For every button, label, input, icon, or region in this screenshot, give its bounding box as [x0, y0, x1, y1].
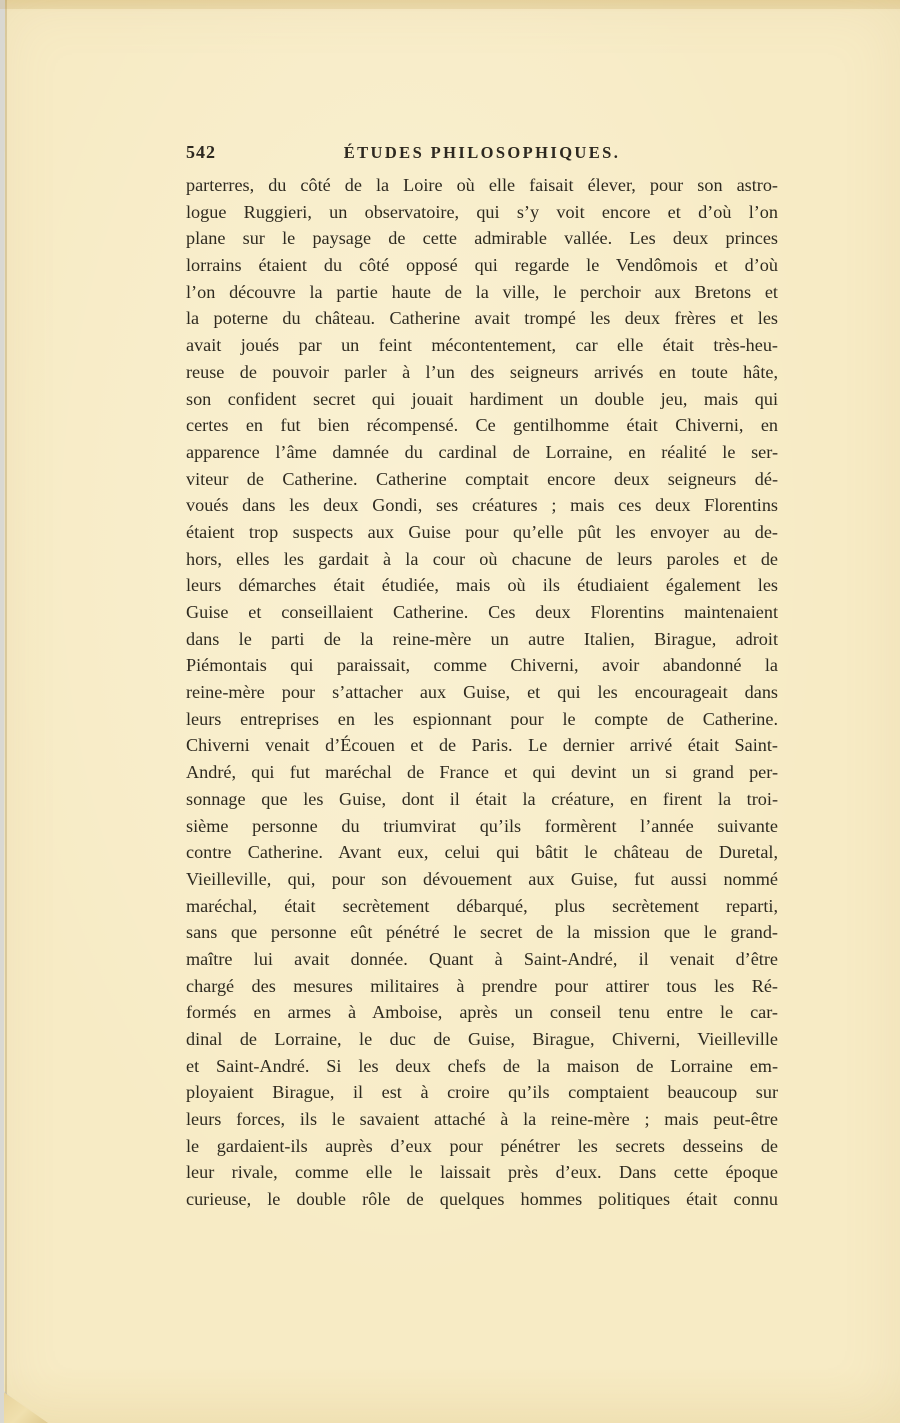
text-line: maréchal, était secrètement débarqué, plus secrètement reparti, [186, 895, 778, 916]
text-line: contre Catherine. Avant eux, celui qui bâtit le château de Duretal, [186, 842, 778, 863]
text-line: sans que personne eût pénétré le secret de la mission que le grand- [186, 922, 778, 943]
text-line: apparence l’âme damnée du cardinal de Lorraine, en réalité le ser- [186, 441, 778, 462]
text-line: chargé des mesures militaires à prendre pour attirer tous les Ré- [186, 975, 778, 996]
text-line: logue Ruggieri, un observatoire, qui s’y voit encore et d’où l’on [186, 201, 778, 222]
text-line: et Saint-André. Si les deux chefs de la maison de Lorraine em- [186, 1055, 778, 1076]
text-line: reine-mère pour s’attacher aux Guise, et qui les encourageait dans [186, 682, 778, 703]
text-line: Chiverni venait d’Écouen et de Paris. Le dernier arrivé était Saint- [186, 735, 778, 756]
page-number: 542 [186, 142, 216, 162]
text-line: parterres, du côté de la Loire où elle faisait élever, pour son astro- [186, 175, 778, 195]
text-line: André, qui fut maréchal de France et qui devint un si grand per- [186, 762, 778, 783]
text-line: viteur de Catherine. Catherine comptait encore deux seigneurs dé- [186, 468, 778, 489]
text-line: leurs entreprises en les espionnant pour le compte de Catherine. [186, 708, 778, 729]
text-line: avait joués par un feint mécontentement, car elle était très-heu- [186, 335, 778, 356]
page-header [186, 142, 778, 168]
running-title: ÉTUDES PHILOSOPHIQUES. [343, 143, 621, 162]
text-line: maître lui avait donnée. Quant à Saint-André, il venait d’être [186, 948, 778, 969]
text-line: dans le parti de la reine-mère un autre Italien, Birague, adroit [186, 628, 778, 649]
text-line: curieuse, le double rôle de quelques hommes politiques était connu [186, 1189, 778, 1210]
text-line: lorrains étaient du côté opposé qui regarde le Vendômois et d’où [186, 255, 778, 276]
text-line: son confident secret qui jouait hardiment un double jeu, mais qui [186, 388, 778, 409]
text-line: reuse de pouvoir parler à l’un des seigneurs arrivés en toute hâte, [186, 361, 778, 382]
text-line: Piémontais qui paraissait, comme Chiverni, avoir abandonné la [186, 655, 778, 676]
text-line: la poterne du château. Catherine avait trompé les deux frères et les [186, 308, 778, 329]
text-line: certes en fut bien récompensé. Ce gentilhomme était Chiverni, en [186, 415, 778, 436]
text-line: plane sur le paysage de cette admirable vallée. Les deux princes [186, 228, 778, 249]
text-line: sième personne du triumvirat qu’ils formèrent l’année suivante [186, 815, 778, 836]
page-top-edge [0, 0, 900, 9]
text-line: ployaient Birague, il est à croire qu’ils comptaient beaucoup sur [186, 1082, 778, 1103]
text-line: étaient trop suspects aux Guise pour qu’elle pût les envoyer au de- [186, 521, 778, 542]
text-line: leurs forces, ils le savaient attaché à la reine-mère ; mais peut-être [186, 1109, 778, 1130]
page-left-edge [5, 0, 7, 1395]
text-line: formés en armes à Amboise, après un conseil tenu entre le car- [186, 1002, 778, 1023]
text-line: leur rivale, comme elle le laissait près d’eux. Dans cette époque [186, 1162, 778, 1183]
text-line: voués dans les deux Gondi, ses créatures ; mais ces deux Florentins [186, 495, 778, 516]
text-line: Vieilleville, qui, pour son dévouement aux Guise, fut aussi nommé [186, 868, 778, 889]
text-line: hors, elles les gardait à la cour où chacune de leurs paroles et de [186, 548, 778, 569]
text-line: leurs démarches était étudiée, mais où ils étudiaient également les [186, 575, 778, 596]
text-line: Guise et conseillaient Catherine. Ces deux Florentins maintenaient [186, 602, 778, 622]
text-line: le gardaient-ils auprès d’eux pour pénétrer les secrets desseins de [186, 1135, 778, 1156]
body-text [186, 172, 778, 1213]
text-line: dinal de Lorraine, le duc de Guise, Birague, Chiverni, Vieilleville [186, 1029, 778, 1049]
text-line: l’on découvre la partie haute de la ville, le perchoir aux Bretons et [186, 281, 778, 302]
text-line: sonnage que les Guise, dont il était la créature, en firent la troi- [186, 788, 778, 809]
